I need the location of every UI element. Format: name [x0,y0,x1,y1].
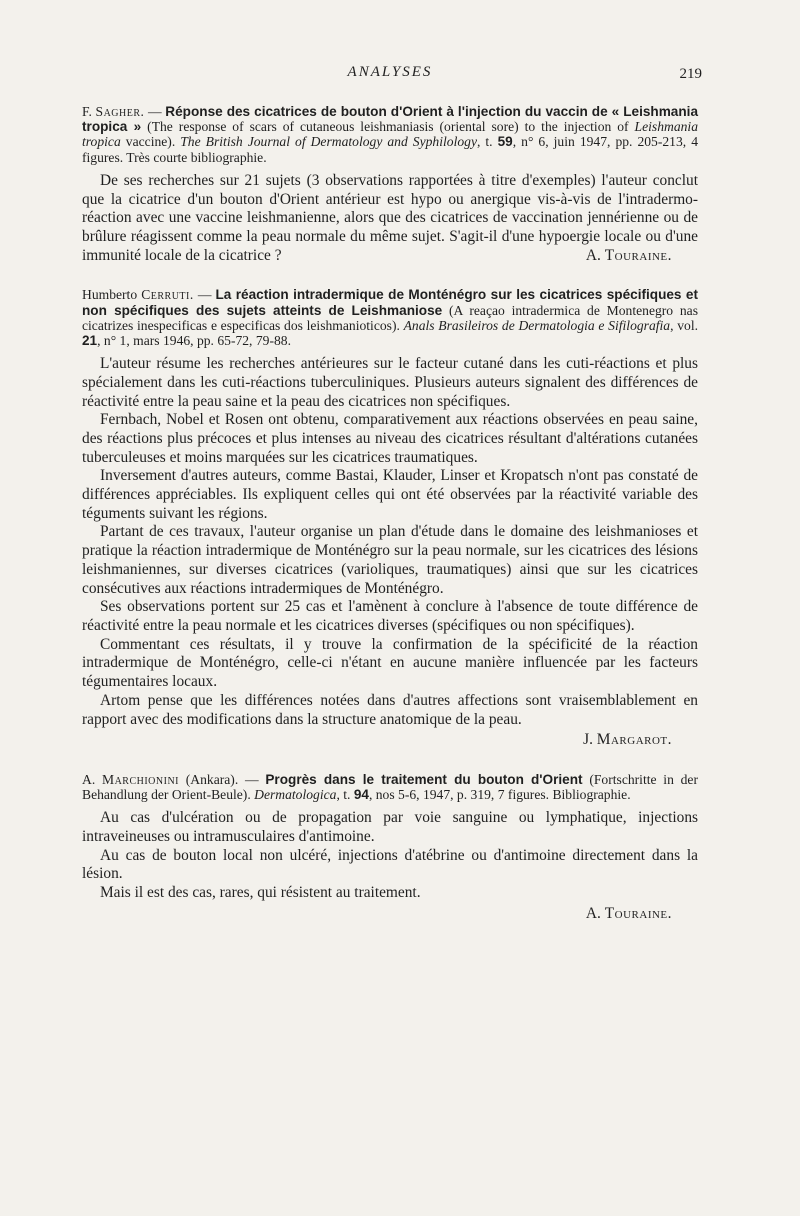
body-paragraph: Au cas d'ulcération ou de propagation par voie sanguine ou lymphatique, injections intraveineuses ou intramusculaires d'antimoine. [82,809,698,846]
body-paragraph: L'auteur résume les recherches antérieures sur le facteur cutané dans les cuti-réactions et plus spécialement dans les cuti-réactions tuberculiniques. Plusieurs auteurs signalent des différences de réactivité entre la peau saine et la peau des cicatrices non spécifiques. [82,355,698,410]
article-cerruti [82,287,698,750]
ref-text: (Fortschritte in der Behandlung der Orient-Beule). [82,771,698,803]
ref-italic: Leishmania tropica [82,119,698,150]
ref-text: , n° 6, juin 1947, pp. 205-213, 4 figures. Très courte bibliographie. [82,134,698,165]
ref-text: , t. [336,787,354,803]
signature-name: Touraine. [604,246,672,264]
body-paragraph: Fernbach, Nobel et Rosen ont obtenu, comparativement aux réactions observées en peau saine, des réactions plus précoces et plus intenses au niveau des cicatrices résultant d'altérations cutanées tuberculeuses et moins marquées sur les cicatrices traumatiques. [82,411,698,466]
signature-name: Margarot. [596,731,672,749]
dash: — [144,104,166,119]
signature-initial: A. [585,246,601,264]
author-name: Marchionini [101,771,180,787]
ref-text: , t. [476,134,498,150]
volume-number: 21 [82,332,98,348]
author-place: (Ankara). [179,771,239,787]
journal-title: Dermatologica [254,787,337,803]
paragraph-text: De ses recherches sur 21 sujets (3 observations rapportées à titre d'exemples) l'auteur conclut que la cicatrice d'un bouton d'Orient antérieur est hypo ou anergique vis-à-vis de l'intradermo-réaction avec une vaccine leishmanienne, alors que des cicatrices de vaccination jennérienne ou de brûlure réagissent comme la peau normale du même sujet. S'agit-il d'une hypoergie locale ou d'une immunité locale de la cicatrice ? [82,171,698,264]
article-title: La réaction intradermique de Monténégro sur les cicatrices spécifiques et non spécifiques des sujets atteints de Leishmaniose [82,287,699,318]
journal-title: Anals Brasileiros de Dermatologia e Sifilografia [403,317,671,333]
signature-name: Touraine. [604,904,672,922]
body-paragraph [82,172,698,266]
article-reference [82,104,698,165]
ref-text: (A reaçao intradermica de Montenegro nas cicatrizes inespecificas e especificas dos leishmanioticos). [82,302,698,333]
body-paragraph: Inversement d'autres auteurs, comme Bastai, Klauder, Linser et Kropatsch n'ont pas constaté de différences appréciables. Ils expliquent celles qui ont été observées par la réactivité variable des téguments suivant les régions. [82,467,698,522]
volume-number: 59 [497,134,513,150]
article-title: Progrès dans le traitement du bouton d'Orient [265,771,583,787]
body-paragraph: Au cas de bouton local non ulcéré, injections d'atébrine ou d'antimoine directement dans la lésion. [82,846,698,883]
body-paragraph: Artom pense que les différences notées dans d'autres affections sont vraisemblablement en rapport avec des modifications dans la structure anatomique de la peau. [82,691,698,728]
article-reference [82,772,698,802]
ref-text: (The response of scars of cutaneous leishmaniasis (oriental sore) to the injection of [141,119,635,135]
body-paragraph: Partant de ces travaux, l'auteur organise un plan d'étude dans le domaine des leishmanioses et pratique la réaction intradermique de Monténégro sur la peau normale, sur les cicatrices des lésions leishmaniennes, sur diverses cicatrices (varioliques, traumatiques) ainsi que sur les cicatrices consécutives aux réactions intradermiques de Monténégro. [82,523,698,597]
article-reference [82,287,698,348]
page-number: 219 [679,66,702,82]
dash: — [238,771,266,787]
body-paragraph: Ses observations portent sur 25 cas et l'amènent à conclure à l'absence de toute différence de réactivité entre la peau normale et les cicatrices diverses (spécifiques ou non spécifiques). [82,598,698,634]
author-initial: F. [82,104,92,119]
article-sagher [82,104,698,265]
article-title: Réponse des cicatrices de bouton d'Orient à l'injection du vaccin de « Leishmania tropica » [82,104,699,135]
journal-title: The British Journal of Dermatology and Syphilology [180,134,477,150]
body-paragraph: Mais il est des cas, rares, qui résistent au traitement. [100,884,421,902]
page [82,60,702,924]
signature-initial: J. [583,731,593,749]
ref-text: vaccine). [120,134,181,150]
signature [82,731,698,750]
ref-text: , n° 1, mars 1946, pp. 65-72, 79-88. [97,332,291,348]
author-initial: Humberto [82,287,138,303]
signature [568,247,698,266]
running-title: ANALYSES [347,64,433,80]
article-marchionini [82,772,698,924]
author-name: Sagher. [95,104,145,119]
signature-initial: A. [585,904,601,922]
signature [82,905,698,924]
ref-text: , nos 5-6, 1947, p. 319, 7 figures. Bibliographie. [368,787,631,803]
volume-number: 94 [353,787,369,803]
author-name: Cerruti. [141,287,194,303]
dash: — [193,287,216,303]
ref-text: , vol. [670,317,698,333]
running-head [82,60,702,90]
body-paragraph: Commentant ces résultats, il y trouve la confirmation de la spécificité de la réaction intradermique de Monténégro, celle-ci n'étant en aucune manière influencée par les facteurs tégumentaires locaux. [82,635,698,691]
author-initial: A. [82,771,96,787]
